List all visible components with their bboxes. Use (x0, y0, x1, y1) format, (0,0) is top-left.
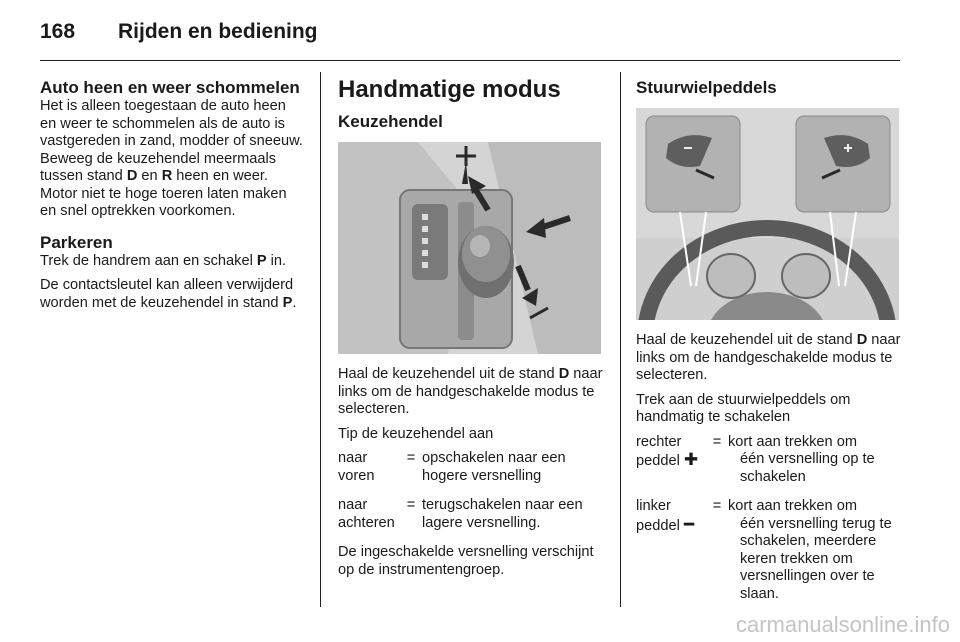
heading-rocking: Auto heen en weer schommelen (40, 78, 300, 97)
paragraph-tap: Tip de keuzehendel aan (338, 425, 494, 442)
term-line-2: peddel (636, 453, 680, 469)
desc-line-1: kort aan trekken om (728, 433, 857, 450)
paddle-definition-list (636, 434, 902, 604)
header-divider (40, 60, 900, 61)
page-number: 168 (40, 20, 76, 43)
gear-letter: P (256, 252, 267, 269)
subheading-paddles: Stuurwielpeddels (636, 78, 777, 97)
section-title: Handmatige modus (338, 76, 561, 103)
term-line-1: rechter (636, 433, 682, 450)
definition-row (636, 498, 902, 603)
column-divider-2 (620, 72, 621, 607)
definition-desc (728, 434, 902, 487)
definition-desc: opschakelen naar een hogere versnelling (422, 450, 566, 484)
definition-desc: terugschakelen naar een lagere versnelling. (422, 497, 583, 531)
paragraph-key (40, 277, 306, 312)
desc-line-2: één versnelling terug te schakelen, meerdere keren trekken om versnellingen over te slaan. (740, 515, 892, 602)
definition-equals: = (712, 498, 722, 514)
rich-paragraph-text: Haal de keuzehendel uit de stand D naar links om de handgeschakelde modus te selecteren. (636, 332, 901, 383)
rich-paragraph-text: De contactsleutel kan alleen verwijderd worden met de keuzehendel in stand P. (40, 277, 297, 311)
column-3 (636, 72, 902, 615)
gear-letter: D (856, 332, 868, 348)
subheading-selector: Keuzehendel (338, 112, 443, 131)
term-line-2: peddel (636, 517, 680, 534)
steering-paddles-figure (636, 108, 899, 320)
column-divider-1 (320, 72, 321, 607)
definition-row (338, 450, 604, 485)
gear-letter: R (161, 168, 173, 184)
minus-icon: ━ (683, 514, 695, 534)
definition-desc (728, 498, 902, 603)
paragraph-select-manual-2 (636, 332, 902, 385)
paragraph-parking (40, 253, 306, 271)
definition-equals: = (712, 433, 722, 450)
definition-equals: = (406, 497, 416, 513)
term-line-1: linker (636, 498, 671, 514)
desc-line-2: één versnelling op te schakelen (740, 451, 875, 485)
plus-icon: ✚ (683, 450, 699, 469)
paragraph-select-manual (338, 366, 604, 419)
rich-paragraph-text: Het is alleen toegestaan de auto heen en weer te schommelen als de auto is vastgereden in zand, modder of sneeuw. Beweeg de keuzehendel meermaals tussen stand D en R heen en weer. Motor niet te hoge toeren laten maken en snel optrekken voorkomen. (40, 98, 303, 219)
desc-line-1: kort aan trekken om (728, 498, 857, 514)
gear-letter: D (558, 366, 570, 382)
gear-selector-figure (338, 142, 601, 354)
heading-parking: Parkeren (40, 232, 113, 252)
definition-equals: = (406, 450, 416, 466)
definition-row (338, 497, 604, 532)
page-header (40, 18, 920, 52)
definition-row (636, 434, 902, 487)
paragraph-rocking (40, 98, 306, 221)
gear-letter: D (126, 168, 138, 184)
chapter-title: Rijden en bediening (118, 20, 318, 43)
rich-paragraph-text: Haal de keuzehendel uit de stand D naar links om de handgeschakelde modus te selecteren. (338, 366, 603, 417)
definition-term (636, 434, 706, 471)
definition-term (636, 498, 706, 535)
definition-list (338, 450, 604, 532)
paragraph-pull-paddles: Trek aan de stuurwielpeddels om handmatig te schakelen (636, 391, 851, 425)
definition-term: naar achteren (338, 497, 395, 531)
column-1 (40, 72, 306, 319)
column-2 (338, 72, 604, 586)
definition-term: naar voren (338, 450, 375, 484)
gear-letter: P (282, 294, 293, 311)
paragraph-display: De ingeschakelde versnelling verschijnt op de instrumentengroep. (338, 544, 594, 578)
watermark: carmanualsonline.info (735, 612, 950, 637)
rich-paragraph-text: Trek de handrem aan en schakel P in. (40, 252, 287, 269)
